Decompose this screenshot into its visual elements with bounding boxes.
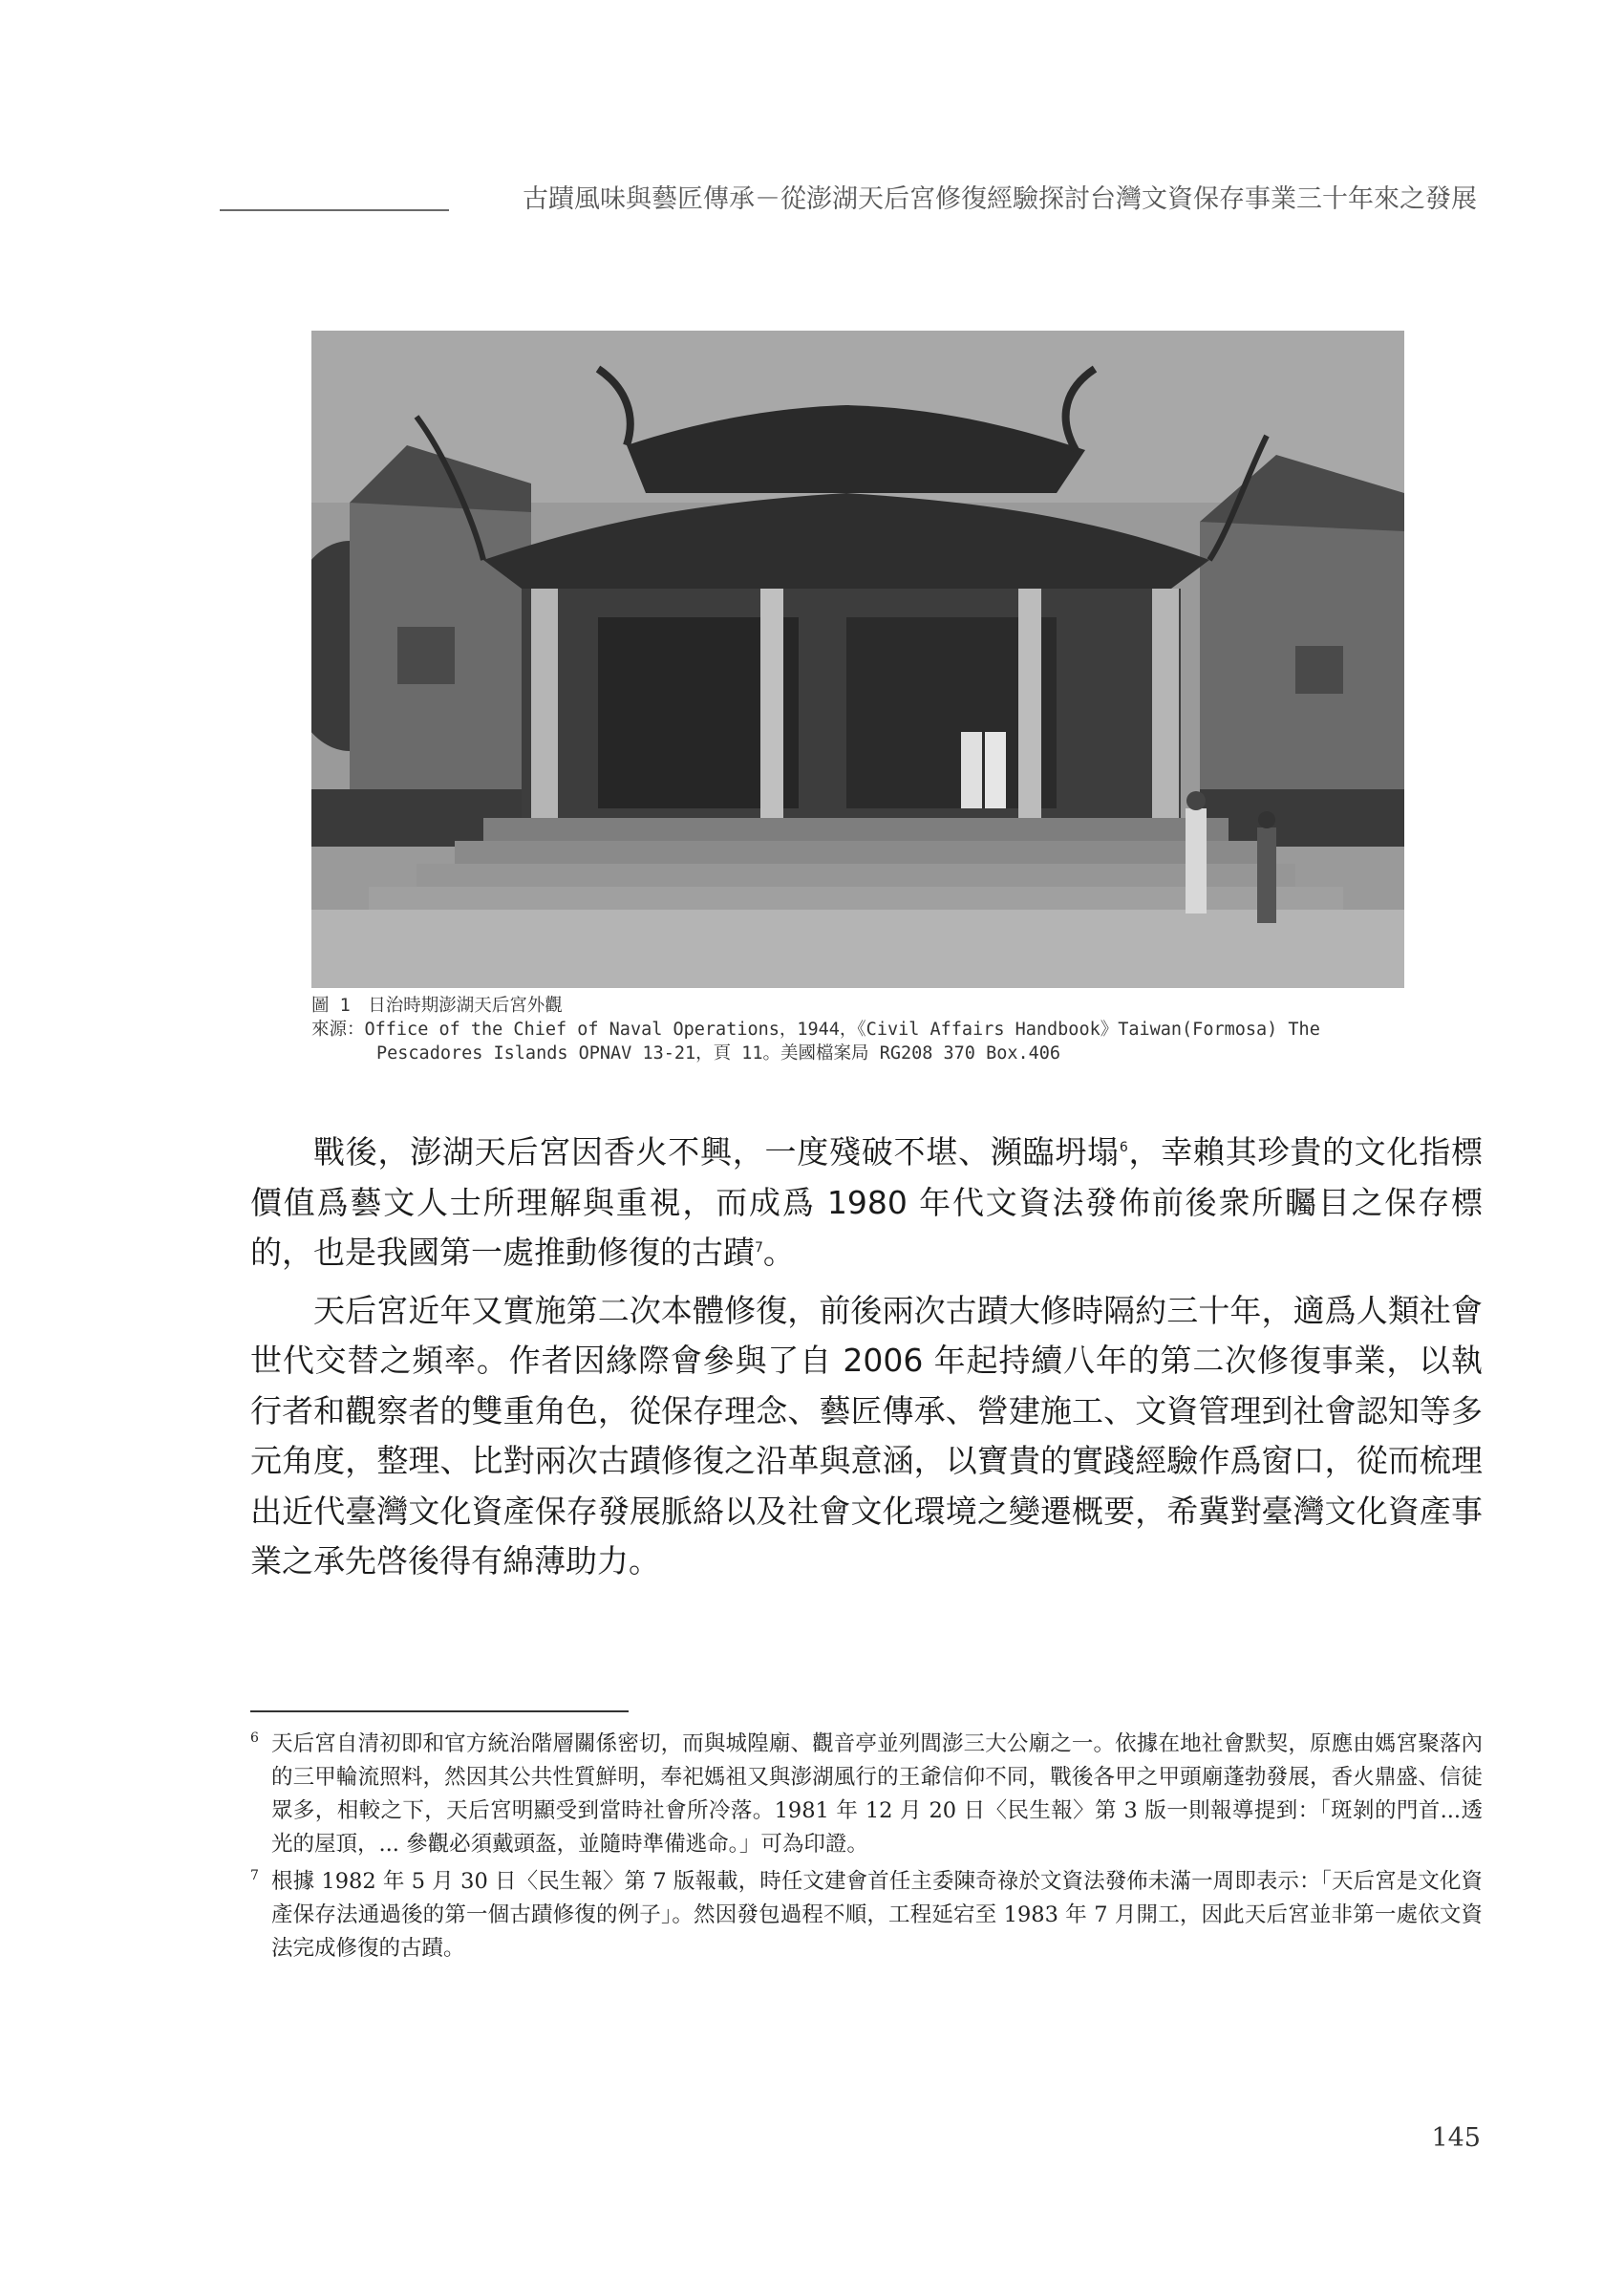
running-header: 古蹟風味與藝匠傳承－從澎湖天后宮修復經驗探討台灣文資保存事業三十年來之發展 bbox=[523, 184, 1477, 214]
footnote-number: 7 bbox=[250, 1868, 259, 1883]
footnotes bbox=[250, 1728, 1483, 1969]
footnote-text: 天后宮自清初即和官方統治階層關係密切，而與城隍廟、觀音亭並列閭澎三大公廟之一。依據在地社會默契，原應由媽宮聚落內的三甲輪流照料，然因其公共性質鮮明，奉祀媽祖又與澎湖風行的王爺信仰不同，戰後各甲之甲頭廟蓬勃發展，香火鼎盛、信徒眾多，相較之下，天后宮明顯受到當時社會所冷落。1981 年 12 月 20 日〈民生報〉第 3 版一則報導提到：「斑剝的門首...透光的屋頂，... 參觀必須戴頭盔，並隨時準備逃命。」可為印證。 bbox=[271, 1731, 1483, 1857]
footnote-ref-7[interactable]: 7 bbox=[755, 1240, 763, 1256]
footnote-number: 6 bbox=[250, 1730, 259, 1746]
footnote-6 bbox=[250, 1728, 1483, 1861]
footnote-text: 根據 1982 年 5 月 30 日〈民生報〉第 7 版報載，時任文建會首任主委陳奇祿於文資法發佈未滿一周即表示：「天后宮是文化資產保存法通過後的第一個古蹟修復的例子」。然因發包過程不順，工程延宕至 1983 年 7 月開工，因此天后宮並非第一處依文資法完成修復的古蹟。 bbox=[271, 1869, 1483, 1961]
footnote-ref-6[interactable]: 6 bbox=[1119, 1140, 1128, 1155]
page-number: 145 bbox=[1431, 2123, 1481, 2153]
header-rule bbox=[220, 209, 449, 211]
footnote-rule bbox=[250, 1710, 629, 1712]
caption-source-line1: 來源：Office of the Chief of Naval Operations，1944，《Civil Affairs Handbook》Taiwan(Formosa) The bbox=[311, 1020, 1320, 1040]
paragraph-2: 天后宮近年又實施第二次本體修復，前後兩次古蹟大修時隔約三十年，適爲人類社會世代交替之頻率。作者因緣際會參與了自 2006 年起持續八年的第二次修復事業，以執行者和觀察者的雙重角色，從保存理念、藝匠傳承、營建施工、文資管理到社會認知等多元角度，整理、比對兩次古蹟修復之沿革與意涵，以寶貴的實踐經驗作爲窗口，從而梳理出近代臺灣文化資產保存發展脈絡以及社會文化環境之變遷概要，希冀對臺灣文化資產事業之承先啓後得有綿薄助力。 bbox=[250, 1291, 1483, 1580]
figure-caption bbox=[311, 994, 1410, 1065]
body-text bbox=[250, 1128, 1483, 1595]
footnote-7 bbox=[250, 1865, 1483, 1966]
temple-photo bbox=[311, 331, 1404, 988]
paragraph-1: 戰後，澎湖天后宮因香火不興，一度殘破不堪、瀕臨坍塌$^6$，幸賴其珍貴的文化指標價值爲藝文人士所理解與重視，而成爲 1980 年代文資法發佈前後衆所矚目之保存標的，也是我國第一處推動修復的古蹟$^7$。 bbox=[250, 1133, 1484, 1271]
caption-source-line2: Pescadores Islands OPNAV 13-21，頁 11。美國檔案局 RG208 370 Box.406 bbox=[376, 1043, 1061, 1064]
caption-title: 圖 1 日治時期澎湖天后宮外觀 bbox=[311, 996, 563, 1016]
